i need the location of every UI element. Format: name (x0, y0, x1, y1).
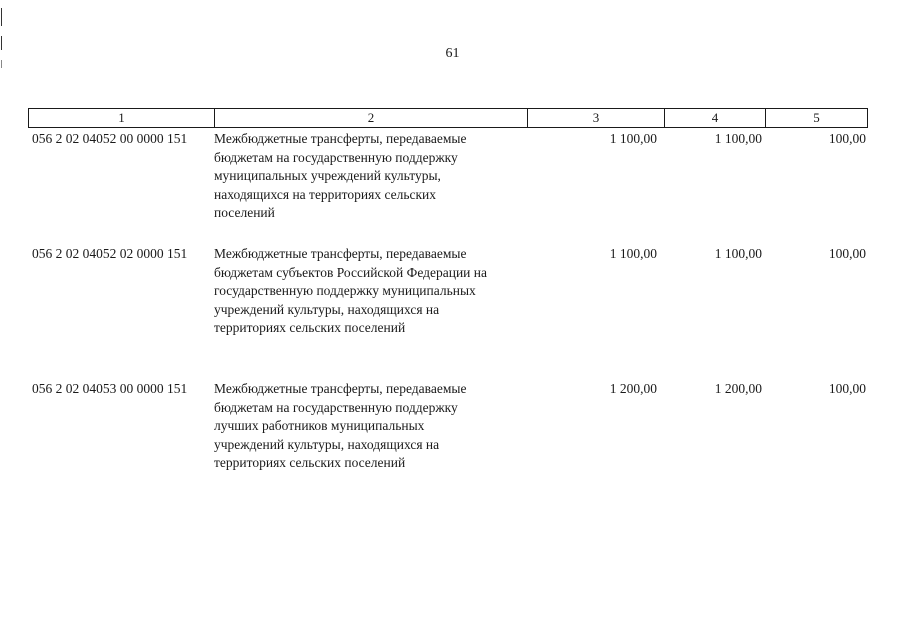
amount-col4: 1 200,00 (714, 381, 762, 396)
description-line: Межбюджетные трансферты, передаваемые (214, 381, 467, 396)
description-line: учреждений культуры, находящихся на (214, 301, 440, 317)
amount-col4: 1 100,00 (714, 131, 762, 146)
amount-col3: 1 100,00 (609, 131, 657, 146)
percent-col5: 100,00 (828, 131, 866, 146)
amount-col4: 1 100,00 (714, 246, 762, 261)
item-description (214, 130, 532, 223)
column-header-3: 3 (528, 109, 665, 127)
description-line: бюджетам на государственную поддержку (214, 149, 458, 165)
budget-code: 056 2 02 04053 00 0000 151 (32, 381, 188, 396)
description-line: находящихся на территориях сельских (214, 186, 437, 202)
amount-col3: 1 100,00 (609, 246, 657, 261)
column-header-5: 5 (813, 110, 820, 125)
percent-col5: 100,00 (828, 246, 866, 261)
description-line: учреждений культуры, находящихся на (214, 436, 440, 452)
description-line: Межбюджетные трансферты, передаваемые (214, 131, 467, 146)
budget-code: 056 2 02 04052 02 0000 151 (32, 246, 188, 261)
item-description (214, 245, 532, 338)
page-number: 61 (445, 46, 460, 61)
description-line: бюджетам на государственную поддержку (214, 399, 458, 415)
budget-code: 056 2 02 04052 00 0000 151 (32, 131, 188, 146)
column-header-2: 2 (215, 109, 528, 127)
description-line: муниципальных учреждений культуры, (214, 168, 441, 184)
description-line: поселений (214, 205, 275, 221)
amount-col3: 1 200,00 (609, 381, 657, 396)
scan-edge-mark (1, 8, 2, 26)
description-line: Межбюджетные трансферты, передаваемые (214, 246, 467, 261)
table-header-row (28, 108, 868, 128)
description-line: государственную поддержку муниципальных (214, 283, 476, 299)
description-line: территориях сельских поселений (214, 320, 406, 336)
description-line: лучших работников муниципальных (214, 418, 425, 434)
percent-col5: 100,00 (828, 381, 866, 396)
description-line: бюджетам субъектов Российской Федерации на (214, 264, 487, 280)
column-header-4: 4 (665, 109, 766, 127)
description-line: территориях сельских поселений (214, 455, 406, 471)
item-description (214, 380, 532, 473)
column-header-1: 1 (29, 109, 215, 127)
